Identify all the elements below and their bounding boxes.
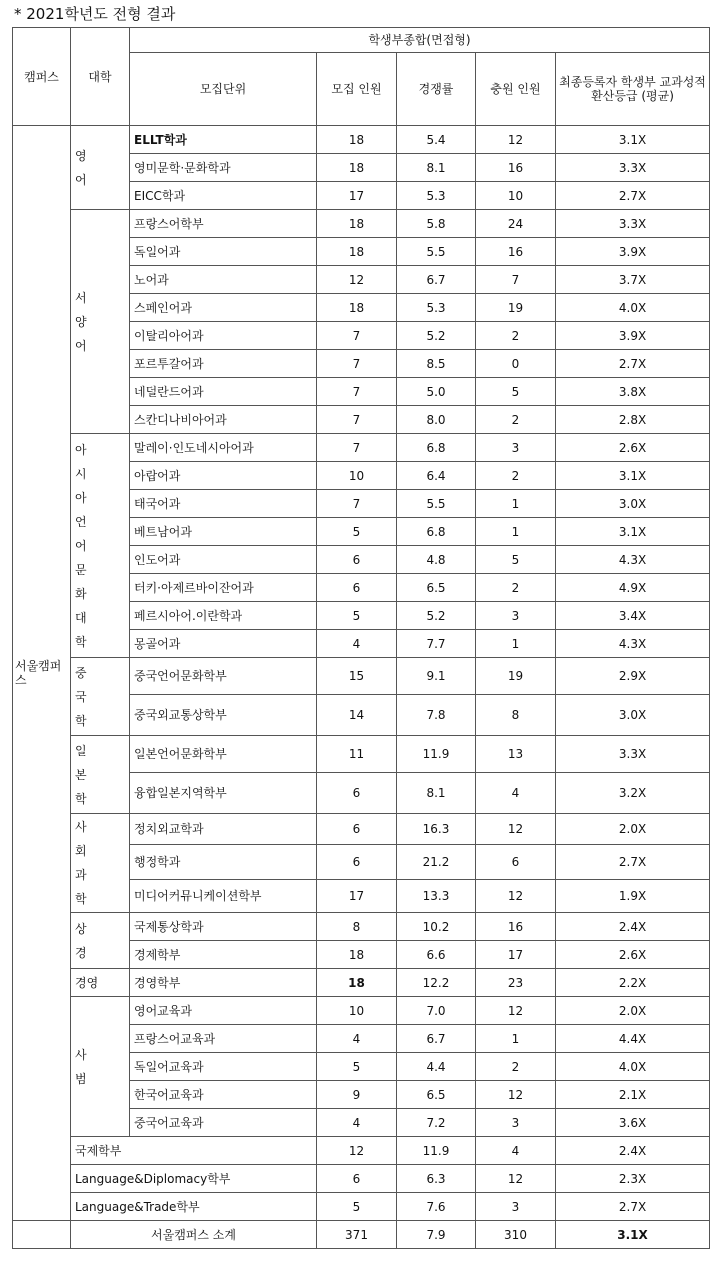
grade-cell: 3.2X: [556, 773, 710, 814]
unit-cell: 중국어교육과: [130, 1109, 317, 1137]
grade-cell: 1.9X: [556, 880, 710, 913]
college-name: 사회과학: [75, 820, 87, 906]
grade-cell: 2.6X: [556, 941, 710, 969]
unit-cell: 베트남어과: [130, 518, 317, 546]
ratio-cell: 21.2: [397, 845, 476, 880]
header-group: 학생부종합(면접형): [130, 28, 710, 53]
ratio-cell: 7.7: [397, 630, 476, 658]
ratio-cell: 7.6: [397, 1193, 476, 1221]
ratio-cell: 11.9: [397, 1137, 476, 1165]
filled-cell: 3: [476, 1193, 556, 1221]
grade-cell: 2.6X: [556, 434, 710, 462]
college-cell: [71, 913, 130, 969]
unit-cell: 한국어교육과: [130, 1081, 317, 1109]
ratio-cell: 7.0: [397, 997, 476, 1025]
quota-cell: 15: [317, 658, 397, 695]
filled-cell: 2: [476, 574, 556, 602]
unit-cell: 정치외교학과: [130, 814, 317, 845]
subtotal-campus-cell: [13, 1221, 71, 1249]
grade-cell: 2.2X: [556, 969, 710, 997]
ratio-cell: 9.1: [397, 658, 476, 695]
college-cell: [71, 434, 130, 658]
grade-cell: 2.4X: [556, 913, 710, 941]
college-cell: 경영: [71, 969, 130, 997]
ratio-cell: 6.8: [397, 434, 476, 462]
ratio-cell: 4.4: [397, 1053, 476, 1081]
ratio-cell: 12.2: [397, 969, 476, 997]
header-ratio: 경쟁률: [397, 53, 476, 126]
quota-cell: 6: [317, 546, 397, 574]
header-college: 대학: [71, 28, 130, 126]
grade-cell: 2.0X: [556, 997, 710, 1025]
subtotal-filled: 310: [476, 1221, 556, 1249]
unit-cell: 인도어과: [130, 546, 317, 574]
filled-cell: 1: [476, 490, 556, 518]
header-quota: 모집 인원: [317, 53, 397, 126]
table-row: [13, 997, 710, 1025]
grade-cell: 4.9X: [556, 574, 710, 602]
unit-cell: EICC학과: [130, 182, 317, 210]
ratio-cell: 7.8: [397, 695, 476, 736]
filled-cell: 3: [476, 1109, 556, 1137]
campus-cell: 서울캠퍼스: [13, 126, 71, 1221]
filled-cell: 3: [476, 434, 556, 462]
unit-cell: 몽골어과: [130, 630, 317, 658]
grade-cell: 4.0X: [556, 294, 710, 322]
filled-cell: 12: [476, 1165, 556, 1193]
college-cell: [71, 997, 130, 1137]
table-row: [13, 913, 710, 941]
table-row: [13, 434, 710, 462]
filled-cell: 5: [476, 546, 556, 574]
grade-cell: 4.3X: [556, 630, 710, 658]
college-name: 상경: [75, 921, 87, 960]
ratio-cell: 13.3: [397, 880, 476, 913]
grade-cell: 3.6X: [556, 1109, 710, 1137]
unit-cell: ELLT학과: [130, 126, 317, 154]
grade-cell: 2.7X: [556, 182, 710, 210]
ratio-cell: 5.0: [397, 378, 476, 406]
table-row: [13, 658, 710, 695]
quota-cell: 6: [317, 1165, 397, 1193]
ratio-cell: 6.5: [397, 574, 476, 602]
grade-cell: 3.1X: [556, 462, 710, 490]
grade-cell: 3.3X: [556, 154, 710, 182]
ratio-cell: 10.2: [397, 913, 476, 941]
grade-cell: 4.0X: [556, 1053, 710, 1081]
unit-cell: 프랑스어학부: [130, 210, 317, 238]
grade-cell: 3.4X: [556, 602, 710, 630]
ratio-cell: 4.8: [397, 546, 476, 574]
filled-cell: 2: [476, 322, 556, 350]
quota-cell: 6: [317, 845, 397, 880]
quota-cell: 4: [317, 1109, 397, 1137]
filled-cell: 16: [476, 154, 556, 182]
table-row: [13, 126, 710, 154]
unit-cell: 태국어과: [130, 490, 317, 518]
ratio-cell: 5.8: [397, 210, 476, 238]
ratio-cell: 5.2: [397, 602, 476, 630]
unit-cell: 독일어과: [130, 238, 317, 266]
quota-cell: 12: [317, 266, 397, 294]
unit-cell: 이탈리아어과: [130, 322, 317, 350]
college-cell: [71, 736, 130, 814]
filled-cell: 12: [476, 814, 556, 845]
filled-cell: 12: [476, 880, 556, 913]
college-name: 영어: [75, 148, 87, 187]
quota-cell: 9: [317, 1081, 397, 1109]
quota-cell: 6: [317, 574, 397, 602]
grade-cell: 3.3X: [556, 210, 710, 238]
college-name: 일본학: [75, 743, 87, 806]
grade-cell: 3.1X: [556, 518, 710, 546]
quota-cell: 18: [317, 294, 397, 322]
unit-cell: 포르투갈어과: [130, 350, 317, 378]
results-table: [12, 27, 710, 1249]
table-row: [13, 1193, 710, 1221]
quota-cell: 18: [317, 210, 397, 238]
filled-cell: 4: [476, 773, 556, 814]
quota-cell: 5: [317, 1193, 397, 1221]
header-grade: 최종등록자 학생부 교과성적 환산등급 (평균): [556, 53, 710, 126]
subtotal-ratio: 7.9: [397, 1221, 476, 1249]
table-row: [13, 969, 710, 997]
unit-cell: 터키·아제르바이잔어과: [130, 574, 317, 602]
unit-cell: 스페인어과: [130, 294, 317, 322]
filled-cell: 16: [476, 913, 556, 941]
page-caption: * 2021학년도 전형 결과: [14, 5, 176, 23]
grade-cell: 2.9X: [556, 658, 710, 695]
filled-cell: 1: [476, 630, 556, 658]
college-name: 중국학: [75, 665, 87, 728]
quota-cell: 7: [317, 350, 397, 378]
ratio-cell: 5.5: [397, 238, 476, 266]
college-cell: [71, 126, 130, 210]
ratio-cell: 6.7: [397, 266, 476, 294]
quota-cell: 17: [317, 880, 397, 913]
filled-cell: 23: [476, 969, 556, 997]
filled-cell: 7: [476, 266, 556, 294]
college-cell: [71, 210, 130, 434]
grade-cell: 3.0X: [556, 695, 710, 736]
unit-cell: 경영학부: [130, 969, 317, 997]
unit-cell: 스칸디나비아어과: [130, 406, 317, 434]
filled-cell: 17: [476, 941, 556, 969]
filled-cell: 24: [476, 210, 556, 238]
quota-cell: 8: [317, 913, 397, 941]
unit-cell: 국제통상학과: [130, 913, 317, 941]
unit-cell: 영미문학·문화학과: [130, 154, 317, 182]
unit-cell: 독일어교육과: [130, 1053, 317, 1081]
filled-cell: 6: [476, 845, 556, 880]
grade-cell: 2.3X: [556, 1165, 710, 1193]
unit-cell: 중국언어문화학부: [130, 658, 317, 695]
ratio-cell: 8.1: [397, 773, 476, 814]
filled-cell: 8: [476, 695, 556, 736]
quota-cell: 18: [317, 969, 397, 997]
ratio-cell: 8.0: [397, 406, 476, 434]
quota-cell: 7: [317, 490, 397, 518]
ratio-cell: 6.3: [397, 1165, 476, 1193]
ratio-cell: 5.3: [397, 294, 476, 322]
unit-cell: 페르시아어.이란학과: [130, 602, 317, 630]
quota-cell: 18: [317, 941, 397, 969]
unit-cell: 노어과: [130, 266, 317, 294]
header-row-1: [13, 28, 710, 53]
grade-cell: 3.3X: [556, 736, 710, 773]
filled-cell: 3: [476, 602, 556, 630]
unit-cell: 네덜란드어과: [130, 378, 317, 406]
grade-cell: 2.7X: [556, 350, 710, 378]
results-table-body: [13, 28, 710, 1249]
unit-cell: 국제학부: [71, 1137, 317, 1165]
college-name: 아시아언어문화대학: [75, 442, 87, 649]
filled-cell: 16: [476, 238, 556, 266]
header-unit: 모집단위: [130, 53, 317, 126]
filled-cell: 1: [476, 518, 556, 546]
ratio-cell: 8.1: [397, 154, 476, 182]
ratio-cell: 6.7: [397, 1025, 476, 1053]
college-name: 서양어: [75, 290, 87, 353]
filled-cell: 4: [476, 1137, 556, 1165]
unit-cell: 말레이·인도네시아어과: [130, 434, 317, 462]
filled-cell: 12: [476, 126, 556, 154]
grade-cell: 4.3X: [556, 546, 710, 574]
ratio-cell: 6.6: [397, 941, 476, 969]
table-row: [13, 1165, 710, 1193]
grade-cell: 2.1X: [556, 1081, 710, 1109]
ratio-cell: 5.5: [397, 490, 476, 518]
grade-cell: 3.9X: [556, 238, 710, 266]
filled-cell: 2: [476, 462, 556, 490]
unit-cell: Language&Diplomacy학부: [71, 1165, 317, 1193]
unit-cell: Language&Trade학부: [71, 1193, 317, 1221]
quota-cell: 4: [317, 630, 397, 658]
unit-cell: 융합일본지역학부: [130, 773, 317, 814]
unit-cell: 프랑스어교육과: [130, 1025, 317, 1053]
quota-cell: 7: [317, 434, 397, 462]
filled-cell: 2: [476, 406, 556, 434]
quota-cell: 10: [317, 997, 397, 1025]
filled-cell: 19: [476, 658, 556, 695]
filled-cell: 0: [476, 350, 556, 378]
quota-cell: 18: [317, 154, 397, 182]
quota-cell: 6: [317, 773, 397, 814]
ratio-cell: 5.2: [397, 322, 476, 350]
header-filled: 충원 인원: [476, 53, 556, 126]
unit-cell: 아랍어과: [130, 462, 317, 490]
subtotal-grade: 3.1X: [556, 1221, 710, 1249]
quota-cell: 7: [317, 406, 397, 434]
subtotal-row: [13, 1221, 710, 1249]
ratio-cell: 6.8: [397, 518, 476, 546]
quota-cell: 5: [317, 518, 397, 546]
quota-cell: 14: [317, 695, 397, 736]
ratio-cell: 11.9: [397, 736, 476, 773]
quota-cell: 10: [317, 462, 397, 490]
grade-cell: 3.1X: [556, 126, 710, 154]
quota-cell: 12: [317, 1137, 397, 1165]
unit-cell: 미디어커뮤니케이션학부: [130, 880, 317, 913]
quota-cell: 18: [317, 126, 397, 154]
table-row: [13, 1137, 710, 1165]
ratio-cell: 5.3: [397, 182, 476, 210]
grade-cell: 2.7X: [556, 845, 710, 880]
table-row: [13, 210, 710, 238]
unit-cell: 경제학부: [130, 941, 317, 969]
table-row: [13, 736, 710, 773]
quota-cell: 6: [317, 814, 397, 845]
grade-cell: 3.9X: [556, 322, 710, 350]
grade-cell: 3.7X: [556, 266, 710, 294]
grade-cell: 4.4X: [556, 1025, 710, 1053]
grade-cell: 3.8X: [556, 378, 710, 406]
quota-cell: 7: [317, 322, 397, 350]
grade-cell: 2.0X: [556, 814, 710, 845]
quota-cell: 18: [317, 238, 397, 266]
quota-cell: 4: [317, 1025, 397, 1053]
filled-cell: 5: [476, 378, 556, 406]
filled-cell: 12: [476, 1081, 556, 1109]
subtotal-label: 서울캠퍼스 소계: [71, 1221, 317, 1249]
quota-cell: 5: [317, 602, 397, 630]
quota-cell: 11: [317, 736, 397, 773]
quota-cell: 5: [317, 1053, 397, 1081]
filled-cell: 12: [476, 997, 556, 1025]
quota-cell: 7: [317, 378, 397, 406]
ratio-cell: 6.5: [397, 1081, 476, 1109]
grade-cell: 2.7X: [556, 1193, 710, 1221]
filled-cell: 19: [476, 294, 556, 322]
unit-cell: 중국외교통상학부: [130, 695, 317, 736]
filled-cell: 13: [476, 736, 556, 773]
college-cell: [71, 814, 130, 913]
grade-cell: 2.8X: [556, 406, 710, 434]
college-name: 사범: [75, 1047, 87, 1086]
unit-cell: 일본언어문화학부: [130, 736, 317, 773]
filled-cell: 1: [476, 1025, 556, 1053]
filled-cell: 10: [476, 182, 556, 210]
ratio-cell: 8.5: [397, 350, 476, 378]
college-cell: [71, 658, 130, 736]
ratio-cell: 16.3: [397, 814, 476, 845]
ratio-cell: 7.2: [397, 1109, 476, 1137]
table-row: [13, 814, 710, 845]
quota-cell: 17: [317, 182, 397, 210]
ratio-cell: 6.4: [397, 462, 476, 490]
ratio-cell: 5.4: [397, 126, 476, 154]
subtotal-quota: 371: [317, 1221, 397, 1249]
grade-cell: 3.0X: [556, 490, 710, 518]
grade-cell: 2.4X: [556, 1137, 710, 1165]
filled-cell: 2: [476, 1053, 556, 1081]
header-campus: 캠퍼스: [13, 28, 71, 126]
unit-cell: 영어교육과: [130, 997, 317, 1025]
unit-cell: 행정학과: [130, 845, 317, 880]
